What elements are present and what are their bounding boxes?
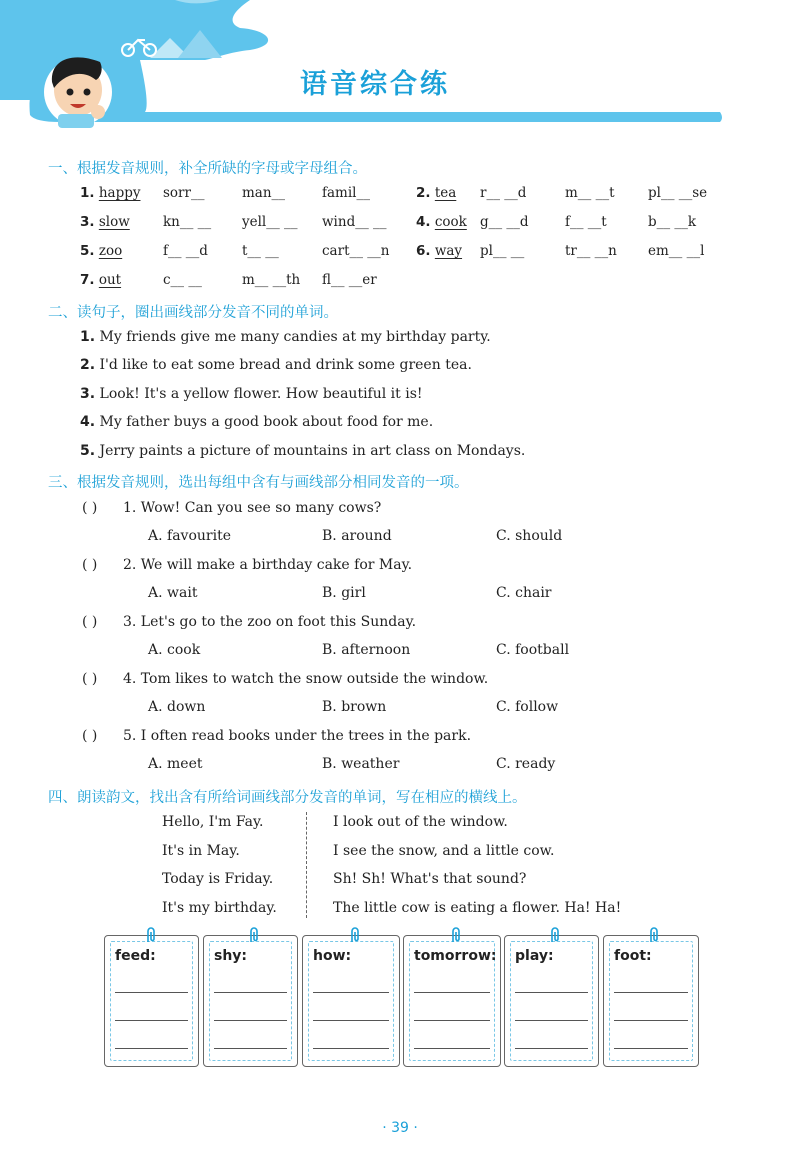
question-stem: 2. We will make a birthday cake for May. bbox=[123, 557, 413, 573]
item-number: 3. bbox=[80, 386, 96, 402]
paperclip-icon bbox=[648, 927, 660, 943]
paperclip-icon bbox=[145, 927, 157, 943]
example-word: out bbox=[98, 272, 122, 288]
example-word: happy bbox=[98, 185, 141, 201]
poem-line: I look out of the window. bbox=[333, 814, 508, 830]
blank-word[interactable]: pl__ __se bbox=[648, 185, 708, 201]
answer-line[interactable] bbox=[214, 992, 287, 993]
option-b[interactable]: B. girl bbox=[322, 585, 366, 601]
option-c[interactable]: C. follow bbox=[496, 699, 559, 715]
option-b[interactable]: B. afternoon bbox=[322, 642, 411, 658]
blank-word[interactable]: m__ __th bbox=[242, 272, 301, 288]
answer-bracket[interactable]: ( ) bbox=[82, 500, 98, 516]
answer-bracket[interactable]: ( ) bbox=[82, 614, 98, 630]
answer-line[interactable] bbox=[515, 992, 588, 993]
example-word: tea bbox=[434, 185, 457, 201]
answer-line[interactable] bbox=[614, 992, 688, 993]
blank-word[interactable]: yell__ __ bbox=[242, 214, 298, 230]
card-word: how: bbox=[313, 948, 352, 964]
example-word: slow bbox=[98, 214, 130, 230]
option-c[interactable]: C. should bbox=[496, 528, 563, 544]
answer-line[interactable] bbox=[313, 1048, 389, 1049]
section3-heading: 三、根据发音规则，选出每组中含有与画线部分相同发音的一项。 bbox=[48, 475, 469, 491]
item-number: 2. bbox=[80, 357, 96, 373]
answer-card-shy bbox=[203, 935, 298, 1067]
answer-bracket[interactable]: ( ) bbox=[82, 557, 98, 573]
answer-line[interactable] bbox=[515, 1048, 588, 1049]
blank-word[interactable]: b__ __k bbox=[648, 214, 697, 230]
list-item bbox=[80, 185, 140, 201]
question-stem: 5. I often read books under the trees in the park. bbox=[123, 728, 472, 744]
section2-heading: 二、读句子，圈出画线部分发音不同的单词。 bbox=[48, 305, 338, 321]
list-item bbox=[416, 214, 467, 230]
sentence-item bbox=[80, 443, 525, 459]
answer-bracket[interactable]: ( ) bbox=[82, 728, 98, 744]
card-word: tomorrow: bbox=[414, 948, 497, 964]
item-number: 3. bbox=[80, 214, 95, 230]
item-number: 1. bbox=[80, 185, 95, 201]
page-number: · 39 · bbox=[382, 1120, 418, 1136]
item-number: 4. bbox=[416, 214, 431, 230]
blank-word[interactable]: g__ __d bbox=[480, 214, 529, 230]
blank-word[interactable]: f__ __d bbox=[163, 243, 208, 259]
sentence-text: My friends give me many candies at my birthday party. bbox=[99, 329, 491, 345]
item-number: 5. bbox=[80, 443, 96, 459]
option-b[interactable]: B. brown bbox=[322, 699, 387, 715]
list-item bbox=[416, 185, 456, 201]
blank-word[interactable]: c__ __ bbox=[163, 272, 202, 288]
answer-line[interactable] bbox=[614, 1020, 688, 1021]
answer-line[interactable] bbox=[414, 992, 490, 993]
blank-word[interactable]: man__ bbox=[242, 185, 286, 201]
blank-word[interactable]: sorr__ bbox=[163, 185, 205, 201]
answer-line[interactable] bbox=[313, 992, 389, 993]
sentence-text: I'd like to eat some bread and drink some green tea. bbox=[99, 357, 472, 373]
option-c[interactable]: C. football bbox=[496, 642, 570, 658]
paperclip-icon bbox=[450, 927, 462, 943]
question-stem: 4. Tom likes to watch the snow outside the window. bbox=[123, 671, 489, 687]
answer-line[interactable] bbox=[214, 1020, 287, 1021]
answer-line[interactable] bbox=[414, 1048, 490, 1049]
item-number: 6. bbox=[416, 243, 431, 259]
blank-word[interactable]: kn__ __ bbox=[163, 214, 212, 230]
page-title: 语音综合练 bbox=[300, 69, 450, 100]
sentence-item bbox=[80, 357, 472, 373]
paperclip-icon bbox=[349, 927, 361, 943]
sentence-text: Jerry paints a picture of mountains in art class on Mondays. bbox=[99, 443, 526, 459]
option-b[interactable]: B. weather bbox=[322, 756, 400, 772]
blank-word[interactable]: famil__ bbox=[322, 185, 370, 201]
poem-divider bbox=[306, 812, 307, 918]
answer-bracket[interactable]: ( ) bbox=[82, 671, 98, 687]
blank-word[interactable]: em__ __l bbox=[648, 243, 705, 259]
answer-line[interactable] bbox=[115, 992, 188, 993]
list-item bbox=[80, 272, 121, 288]
poem-line: It's my birthday. bbox=[162, 900, 277, 916]
item-number: 5. bbox=[80, 243, 95, 259]
poem-line: Today is Friday. bbox=[162, 871, 274, 887]
option-a[interactable]: A. favourite bbox=[148, 528, 231, 544]
answer-line[interactable] bbox=[313, 1020, 389, 1021]
answer-card-how bbox=[302, 935, 400, 1067]
sentence-item bbox=[80, 386, 423, 402]
answer-line[interactable] bbox=[115, 1048, 188, 1049]
answer-line[interactable] bbox=[414, 1020, 490, 1021]
example-word: zoo bbox=[98, 243, 123, 259]
card-word: shy: bbox=[214, 948, 248, 964]
paperclip-icon bbox=[549, 927, 561, 943]
answer-card-feed bbox=[104, 935, 199, 1067]
question-stem: 3. Let's go to the zoo on foot this Sunday. bbox=[123, 614, 417, 630]
example-word: cook bbox=[434, 214, 467, 230]
blank-word[interactable]: pl__ __ bbox=[480, 243, 525, 259]
answer-card-tomorrow bbox=[403, 935, 501, 1067]
blank-word[interactable]: cart__ __n bbox=[322, 243, 390, 259]
poem-line: The little cow is eating a flower. Ha! Ha! bbox=[333, 900, 622, 916]
item-number: 2. bbox=[416, 185, 431, 201]
option-a[interactable]: A. meet bbox=[148, 756, 203, 772]
option-c[interactable]: C. chair bbox=[496, 585, 552, 601]
section4-heading: 四、朗读韵文，找出含有所给词画线部分发音的单词，写在相应的横线上。 bbox=[48, 790, 527, 806]
blank-word[interactable]: wind__ __ bbox=[322, 214, 387, 230]
item-number: 7. bbox=[80, 272, 95, 288]
sentence-item bbox=[80, 414, 433, 430]
card-word: foot: bbox=[614, 948, 652, 964]
option-b[interactable]: B. around bbox=[322, 528, 392, 544]
answer-line[interactable] bbox=[614, 1048, 688, 1049]
poem-line: I see the snow, and a little cow. bbox=[333, 843, 555, 859]
sentence-item bbox=[80, 329, 491, 345]
item-number: 4. bbox=[80, 414, 96, 430]
answer-line[interactable] bbox=[214, 1048, 287, 1049]
list-item bbox=[80, 243, 122, 259]
card-word: feed: bbox=[115, 948, 156, 964]
answer-line[interactable] bbox=[515, 1020, 588, 1021]
sentence-text: My father buys a good book about food for me. bbox=[99, 414, 434, 430]
sentence-text: Look! It's a yellow flower. How beautiful it is! bbox=[99, 386, 423, 402]
question-stem: 1. Wow! Can you see so many cows? bbox=[123, 500, 382, 516]
answer-line[interactable] bbox=[115, 1020, 188, 1021]
example-word: way bbox=[434, 243, 463, 259]
blank-word[interactable]: f__ __t bbox=[565, 214, 607, 230]
blank-word[interactable]: tr__ __n bbox=[565, 243, 617, 259]
paperclip-icon bbox=[248, 927, 260, 943]
blank-word[interactable]: r__ __d bbox=[480, 185, 527, 201]
poem-line: Hello, I'm Fay. bbox=[162, 814, 264, 830]
card-word: play: bbox=[515, 948, 554, 964]
option-a[interactable]: A. wait bbox=[148, 585, 198, 601]
answer-card-foot bbox=[603, 935, 699, 1067]
list-item bbox=[416, 243, 462, 259]
option-a[interactable]: A. cook bbox=[148, 642, 201, 658]
answer-card-play bbox=[504, 935, 599, 1067]
blank-word[interactable]: fl__ __er bbox=[322, 272, 377, 288]
poem-line: It's in May. bbox=[162, 843, 240, 859]
poem-line: Sh! Sh! What's that sound? bbox=[333, 871, 527, 887]
section1-heading: 一、根据发音规则，补全所缺的字母或字母组合。 bbox=[48, 161, 367, 177]
item-number: 1. bbox=[80, 329, 96, 345]
option-a[interactable]: A. down bbox=[148, 699, 206, 715]
option-c[interactable]: C. ready bbox=[496, 756, 556, 772]
blank-word[interactable]: t__ __ bbox=[242, 243, 279, 259]
list-item bbox=[80, 214, 130, 230]
blank-word[interactable]: m__ __t bbox=[565, 185, 615, 201]
